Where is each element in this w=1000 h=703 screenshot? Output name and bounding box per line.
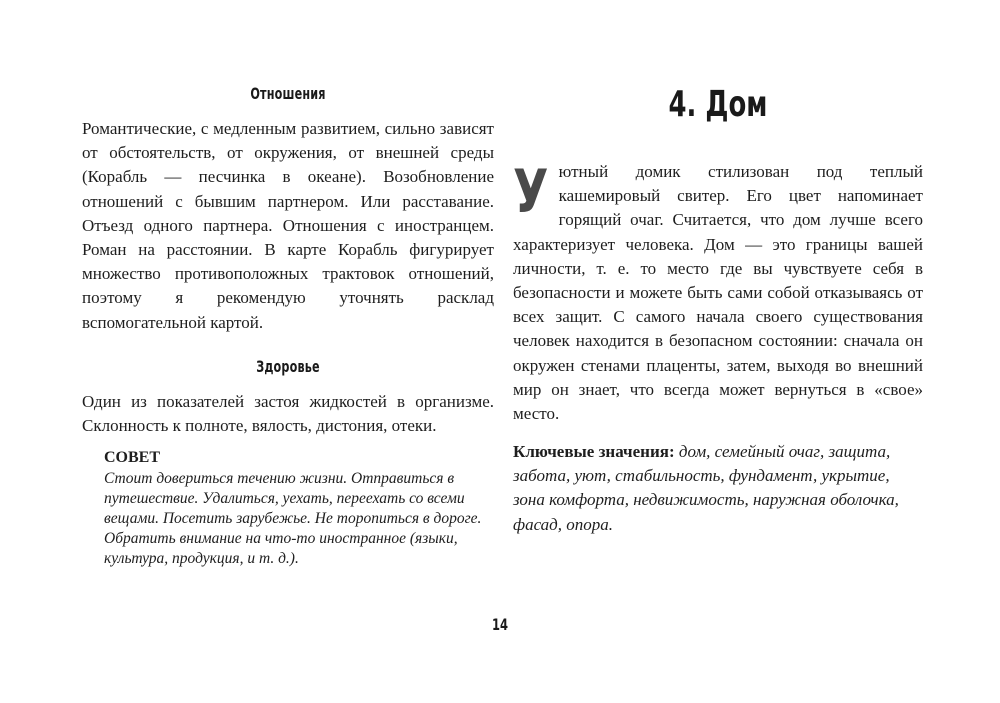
advice-block — [104, 448, 494, 569]
health-text: Один из показателей застоя жидкостей в организме. Склонность к полноте, вялость, дистония, отеки. — [82, 392, 494, 436]
page-number: 14 — [491, 615, 509, 634]
chapter-title: 4. Дом — [668, 84, 768, 125]
advice-title: СОВЕТ — [104, 449, 161, 466]
advice-text: Стоит довериться течению жизни. Отправиться в путешествие. Удалиться, уехать, переехать со всеми вещами. Посетить зарубежье. Не торопиться в дороге. Обратить внимание на что-то иностранное (языки, культура, продукция, и т. д.). — [104, 470, 482, 567]
key-meanings-label: Ключевые значения: — [513, 442, 675, 461]
key-meanings — [513, 440, 923, 537]
key-meanings-values: дом, семейный очаг, защита, забота, уют, стабильность, фундамент, укрытие, зона комфорта, недвижимость, наружная оболочка, фасад, опора. — [513, 442, 899, 534]
relationships-text: Романтические, с медленным развитием, сильно зависят от обстоятельств, от окружения, от внешней среды (Корабль — песчинка в океане). Возобновление отношений с бывшим партнером. Или расставание. Отъезд одного партнера. Отношения с иностранцем. Роман на расстоянии. В карте Корабль фигурирует множество противоположных трактовок отношений, поэтому я рекомендую уточнять расклад вспомогательной картой. — [82, 119, 494, 332]
drop-cap: У — [513, 157, 549, 227]
relationships-heading: Отношения — [250, 84, 326, 103]
health-heading: Здоровье — [256, 357, 320, 376]
intro-text: ютный домик стилизован под теплый кашемировый свитер. Его цвет напоминает горящий очаг. Считается, что дом лучше всего характеризует человека. Дом — это границы вашей личности, т. е. то место где вы чувствуете себя в безопасности и можете быть сами собой отказываясь от всех защит. С самого начала своего существования человек находится в безопасном состоянии: сначала он окружен стенами плаценты, затем, выходя во внешний мир он знает, что всегда может вернуться в «свое» место. — [513, 162, 923, 424]
intro-paragraph — [513, 157, 923, 426]
